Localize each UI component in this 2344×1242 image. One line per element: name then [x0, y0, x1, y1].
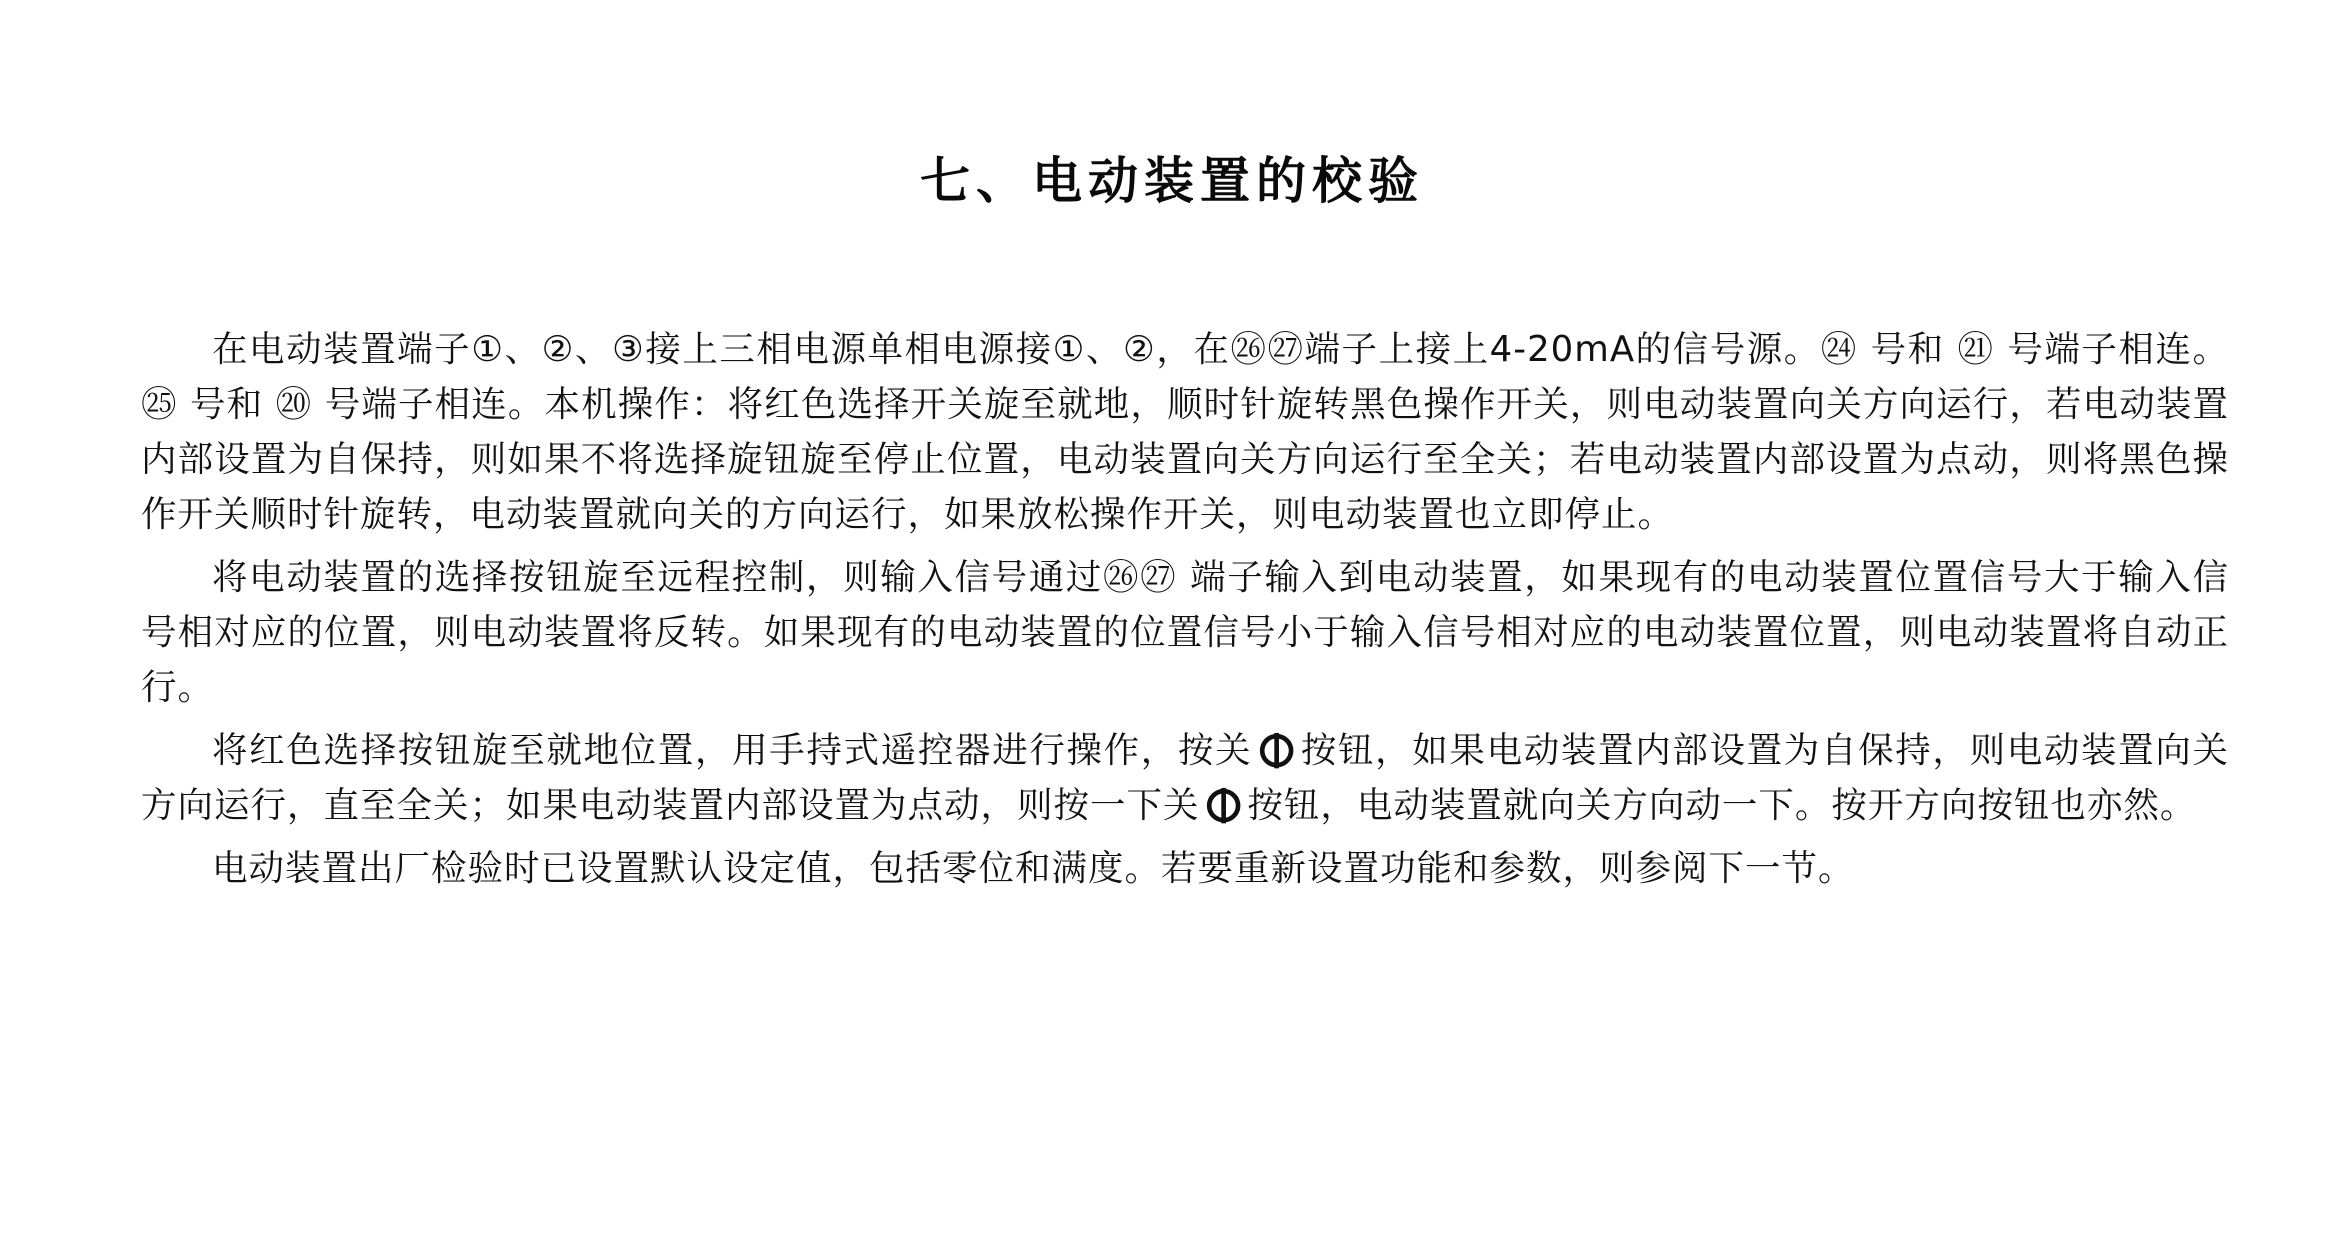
paragraph-handheld-remote-part2: 按钮，如果电动装置内部设置为自保持，则电动装置向关方向运行，直至全关；如果电动装置内部设置为点动，则按一下关 [141, 730, 2229, 826]
paragraph-handheld-remote-part3: 按钮，电动装置就向关方向动一下。按开方向按钮也亦然。 [1247, 785, 2197, 826]
paragraph-factory-defaults: 电动装置出厂检验时已设置默认设定值，包括零位和满度。若要重新设置功能和参数，则参阅下一节。 [212, 848, 1855, 889]
paragraph-handheld-remote [141, 723, 2229, 833]
close-direction-symbol-icon [1205, 787, 1242, 824]
paragraph-remote-control: 将电动装置的选择按钮旋至远程控制，则输入信号通过㉖㉗ 端子输入到电动装置，如果现有的电动装置位置信号大于输入信号相对应的位置，则电动装置将反转。如果现有的电动装置的位置信号小于输入信号相对应的电动装置位置，则电动装置将自动正行。 [141, 557, 2229, 708]
close-direction-symbol-icon [1258, 732, 1295, 769]
paragraph-wiring: 在电动装置端子①、②、③接上三相电源单相电源接①、②，在㉖㉗端子上接上4-20mA的信号源。㉔ 号和 ㉑ 号端子相连。㉕ 号和 ⑳ 号端子相连。本机操作：将红色选择开关旋至就地，顺时针旋转黑色操作开关，则电动装置向关方向运行，若电动装置内部设置为自保持，则如果不将选择旋钮旋至停止位置，电动装置向关方向运行至全关；若电动装置内部设置为点动，则将黑色操作开关顺时针旋转，电动装置就向关的方向运行，如果放松操作开关，则电动装置也立即停止。 [141, 329, 2229, 535]
section-title: 七、电动装置的校验 [920, 152, 1424, 210]
section-body [141, 322, 2229, 904]
paragraph-handheld-remote-part1: 将红色选择按钮旋至就地位置，用手持式遥控器进行操作，按关 [212, 730, 1253, 771]
